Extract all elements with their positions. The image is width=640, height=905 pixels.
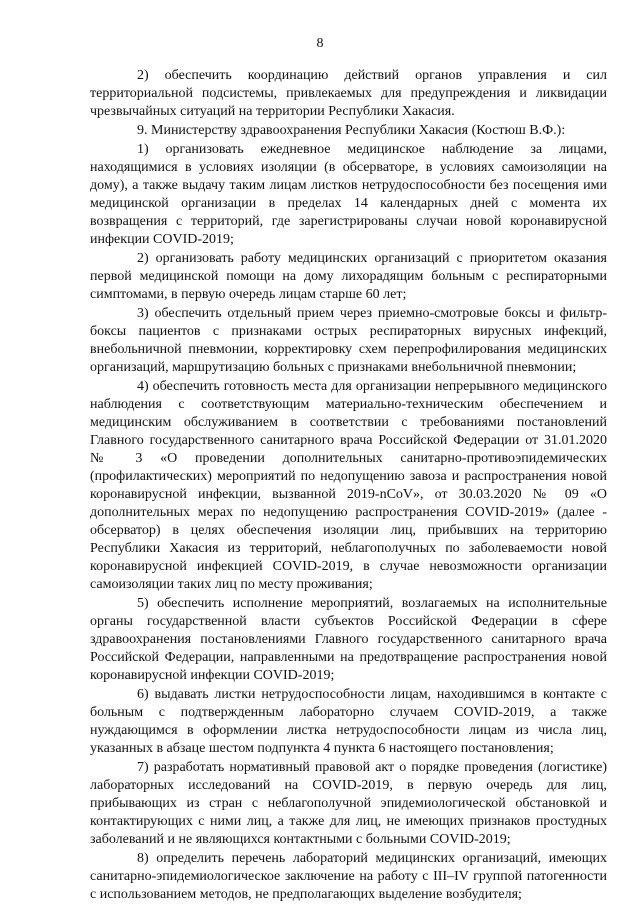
paragraph-section-9-heading: 9. Министерству здравоохранения Республики Хакасия (Костюш В.Ф.): — [137, 123, 566, 138]
paragraph-item-2-coordination: 2) обеспечить координацию действий органов управления и сил территориальной подсистемы, привлекаемых для предупреждения и ликвидации чрезвычайных ситуаций на территории Республики Хакасия. — [90, 68, 607, 119]
paragraph-item-3-separate-reception: 3) обеспечить отдельный прием через приемно-смотровые боксы и фильтр-боксы пациентов с признаками острых респираторных вирусных инфекций, внебольничной пневмонии, корректировку схем перепрофилирования медицинских организаций, маршрутизацию больных с признаками внебольничной пневмонии; — [90, 306, 607, 375]
paragraph-item-4-observator: 4) обеспечить готовность места для организации непрерывного медицинского наблюдения с соответствующим материально-техническим обеспечением и медицинским обслуживанием в соответствии с требованиями постановлений Главного государственного санитарного врача Российской Федерации от 31.01.2020 № 3 «О проведении дополнительных санитарно-противоэпидемических (профилактических) мероприятий по недопущению завоза и распространения новой коронавирусной инфекции, вызванной 2019-nCoV», от 30.03.2020 № 09 «О дополнительных мерах по недопущению распространения COVID-2019» (далее - обсерватор) в целях обеспечения изоляции лиц, прибывших на территорию Республики Хакасия из территорий, неблагополучных по заболеваемости новой коронавирусной инфекцией COVID-2019, в случае невозможности организации самоизоляции таких лиц по месту проживания; — [90, 379, 607, 592]
paragraph-item-5-execution: 5) обеспечить исполнение мероприятий, возлагаемых на исполнительные органы государственной власти субъектов Российской Федерации в сфере здравоохранения постановлениями Главного государственного санитарного врача Российской Федерации, направленными на предотвращение распространения новой коронавирусной инфекции COVID-2019; — [90, 596, 607, 683]
paragraph-item-6-sick-leave: 6) выдавать листки нетрудоспособности лицам, находившимся в контакте с больным с подтвержденным лабораторно случаем COVID-2019, а также нуждающимся в оформлении листка нетрудоспособности лицам из числа лиц, указанных в абзаце шестом подпункта 4 пункта 6 настоящего постановления; — [90, 687, 607, 756]
page-number: 8 — [316, 36, 324, 51]
paragraph-item-1-medical-observation: 1) организовать ежедневное медицинское наблюдение за лицами, находящимися в условиях изоляции (в обсерваторе, в условиях самоизоляции на дому), а также выдачу таким лицам листков нетрудоспособности без посещения ими медицинской организации в пределах 14 календарных дней с момента их возвращения с территорий, где зарегистрированы случаи новой коронавирусной инфекции COVID-2019; — [90, 142, 607, 247]
paragraph-item-8-lab-list: 8) определить перечень лабораторий медицинских организаций, имеющих санитарно-эпидемиологическое заключение на работу с III–IV группой патогенности с использованием методов, не предполагающих выделение возбудителя; — [90, 851, 607, 902]
paragraph-item-7-lab-testing: 7) разработать нормативный правовой акт о порядке проведения (логистике) лабораторных исследований на COVID-2019, в первую очередь для лиц, прибывающих из стран с неблагополучной эпидемиологической обстановкой и контактирующих с ними лиц, а также для лиц, не имеющих признаков простудных заболеваний и не являющихся контактными с больными COVID-2019; — [90, 760, 607, 847]
paragraph-item-2-home-care: 2) организовать работу медицинских организаций с приоритетом оказания первой медицинской помощи на дому лихорадящим больным с респираторными симптомами, в первую очередь лицам старше 60 лет; — [90, 251, 607, 302]
document-body — [90, 67, 607, 905]
